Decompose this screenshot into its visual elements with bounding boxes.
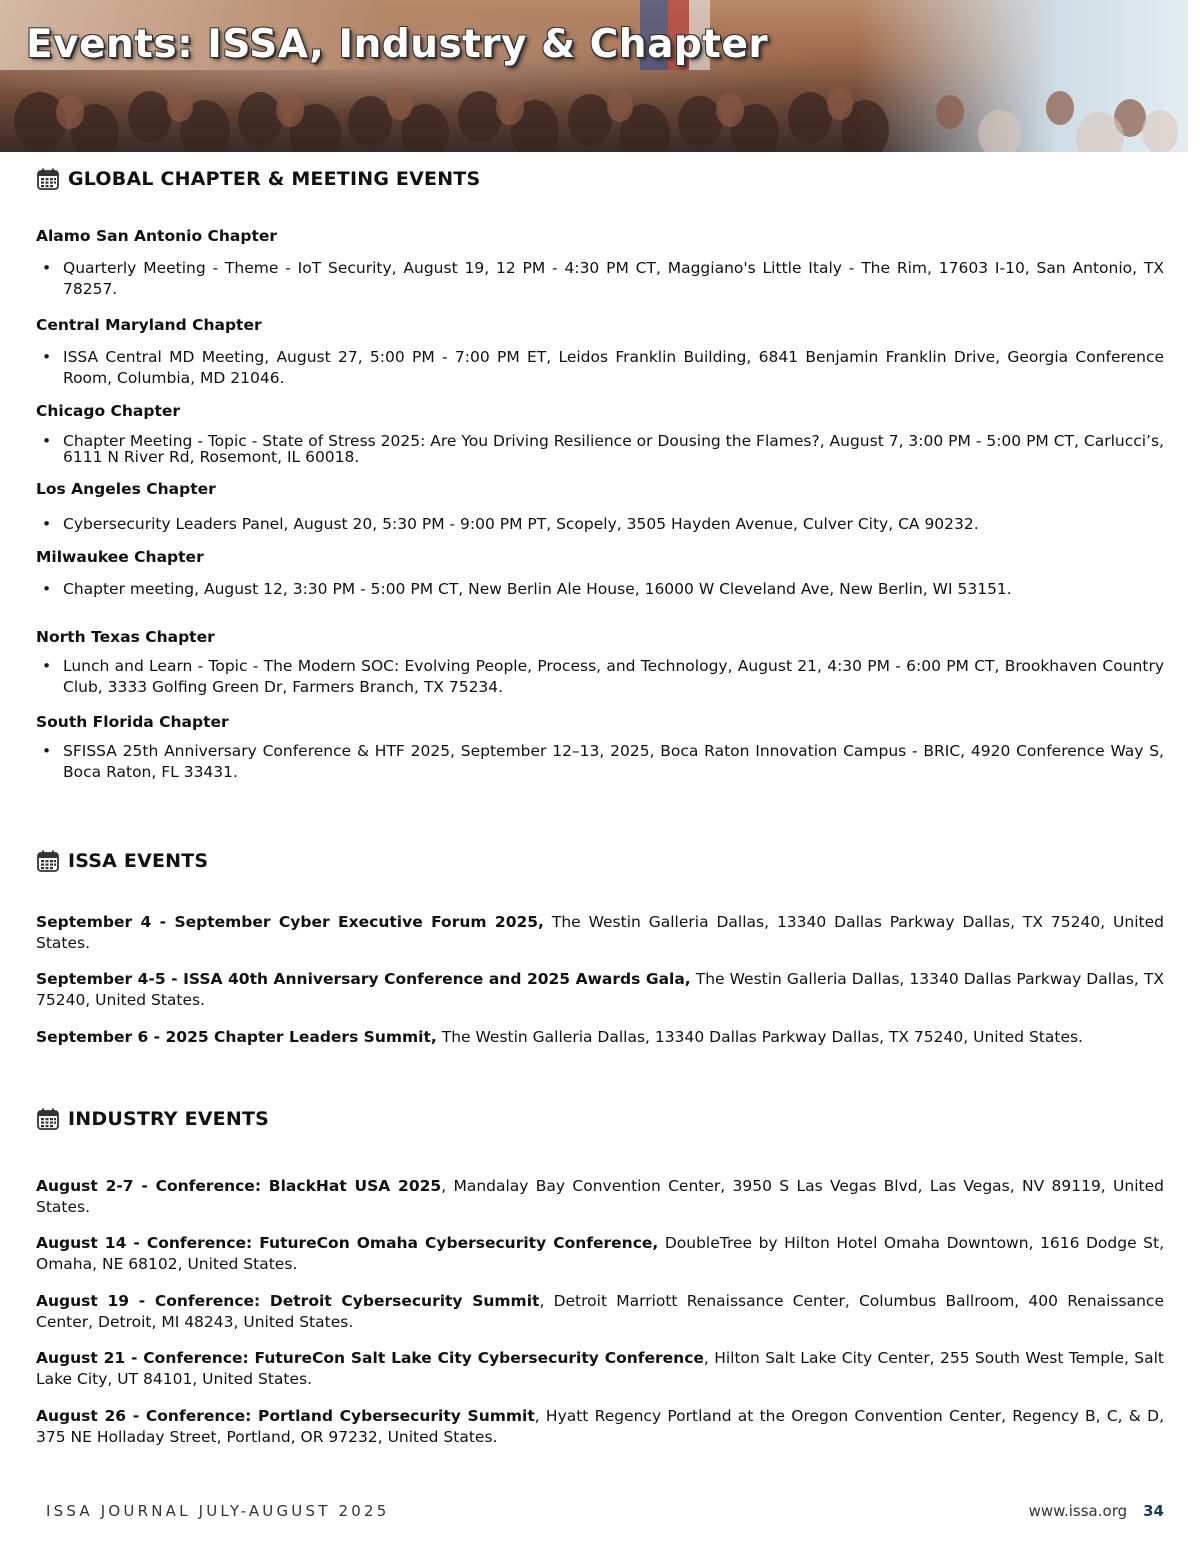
footer-right <box>1029 1502 1164 1520</box>
event-title: September 4 - September Cyber Executive Forum 2025, <box>36 913 544 931</box>
chapter-event-item: • Lunch and Learn - Topic - The Modern SOC: Evolving People, Process, and Technology, August 21, 4:30 PM - 6:00 PM CT, Brookhaven Country Club, 3333 Golfing Green Dr, Farmers Branch, TX 75234. <box>42 656 1164 698</box>
chapter-event-item: • Chapter meeting, August 12, 3:30 PM - 5:00 PM CT, New Berlin Ale House, 16000 W Cleveland Ave, New Berlin, WI 53151. <box>42 579 1164 600</box>
issa-section-heading <box>36 849 208 873</box>
event-title: August 2-7 - Conference: BlackHat USA 2025 <box>36 1177 442 1195</box>
event-title: August 14 - Conference: FutureCon Omaha Cybersecurity Conference, <box>36 1234 659 1252</box>
event-title: September 6 - 2025 Chapter Leaders Summit, <box>36 1028 437 1046</box>
chapter-name: Chicago Chapter <box>36 402 181 420</box>
chapter-event-item: • Quarterly Meeting - Theme - IoT Security, August 19, 12 PM - 4:30 PM CT, Maggiano's Little Italy - The Rim, 17603 I-10, San Antonio, TX 78257. <box>42 258 1164 300</box>
footer-journal-title: ISSA JOURNAL JULY-AUGUST 2025 <box>46 1502 390 1520</box>
event-detail: , Hilton Salt Lake City Center, 255 South West Temple, Salt Lake City, UT 84101, United States. <box>36 1349 1164 1388</box>
chapter-name: Alamo San Antonio Chapter <box>36 227 278 245</box>
chapter-event-item: • Chapter Meeting - Topic - State of Stress 2025: Are You Driving Resilience or Dousing the Flames?, August 7, 3:00 PM - 5:00 PM CT, Carlucci’s, 6111 N River Rd, Rosemont, IL 60018. <box>42 433 1164 465</box>
chapter-name: Central Maryland Chapter <box>36 316 262 334</box>
industry-event-item <box>36 1406 1164 1448</box>
chapter-name: Los Angeles Chapter <box>36 480 216 498</box>
industry-event-item <box>36 1348 1164 1390</box>
event-detail: , Detroit Marriott Renaissance Center, Columbus Ballroom, 400 Renaissance Center, Detroit, MI 48243, United States. <box>36 1292 1164 1331</box>
industry-section-heading <box>36 1107 269 1131</box>
event-title: August 21 - Conference: FutureCon Salt Lake City Cybersecurity Conference <box>36 1349 704 1367</box>
event-title: September 4-5 - ISSA 40th Anniversary Conference and 2025 Awards Gala, <box>36 970 691 988</box>
calendar-icon <box>36 849 60 873</box>
chapter-name: Milwaukee Chapter <box>36 548 204 566</box>
industry-event-item <box>36 1291 1164 1333</box>
website-link[interactable]: www.issa.org <box>1028 1502 1128 1520</box>
calendar-icon <box>36 167 60 191</box>
audience-crowd-image <box>0 62 1188 152</box>
chapter-event-item: • ISSA Central MD Meeting, August 27, 5:00 PM - 7:00 PM ET, Leidos Franklin Building, 6841 Benjamin Franklin Drive, Georgia Conference Room, Columbia, MD 21046. <box>42 347 1164 389</box>
issa-event-item <box>36 969 1164 1011</box>
issa-event-item <box>36 912 1164 954</box>
global-section-heading <box>36 167 480 191</box>
event-detail: DoubleTree by Hilton Hotel Omaha Downtown, 1616 Dodge St, Omaha, NE 68102, United States. <box>36 1234 1165 1273</box>
event-detail: The Westin Galleria Dallas, 13340 Dallas Parkway Dallas, TX 75240, United States. <box>36 913 1164 952</box>
event-detail: , Mandalay Bay Convention Center, 3950 S Las Vegas Blvd, Las Vegas, NV 89119, United States. <box>36 1177 1164 1216</box>
page-title: Events: ISSA, Industry & Chapter <box>26 22 769 67</box>
chapter-name: North Texas Chapter <box>36 628 215 646</box>
industry-section-title: INDUSTRY EVENTS <box>68 1108 269 1130</box>
industry-event-item <box>36 1233 1164 1275</box>
chapter-name: South Florida Chapter <box>36 713 229 731</box>
event-detail: , Hyatt Regency Portland at the Oregon Convention Center, Regency B, C, & D, 375 NE Holladay Street, Portland, OR 97232, United States. <box>36 1407 1164 1446</box>
event-title: August 26 - Conference: Portland Cybersecurity Summit <box>36 1407 535 1425</box>
calendar-icon <box>36 1107 60 1131</box>
event-title: August 19 - Conference: Detroit Cybersecurity Summit <box>36 1292 540 1310</box>
issa-section-title: ISSA EVENTS <box>68 850 209 872</box>
header-banner <box>0 0 1188 152</box>
global-section-title: GLOBAL CHAPTER & MEETING EVENTS <box>68 168 481 190</box>
page-number: 34 <box>1143 1502 1164 1520</box>
chapter-event-item: • Cybersecurity Leaders Panel, August 20, 5:30 PM - 9:00 PM PT, Scopely, 3505 Hayden Avenue, Culver City, CA 90232. <box>42 514 1164 535</box>
industry-event-item <box>36 1176 1164 1218</box>
issa-event-item <box>36 1027 1164 1048</box>
event-detail: The Westin Galleria Dallas, 13340 Dallas Parkway Dallas, TX 75240, United States. <box>436 1028 1083 1046</box>
chapter-event-item: • SFISSA 25th Anniversary Conference & HTF 2025, September 12–13, 2025, Boca Raton Innovation Campus - BRIC, 4920 Conference Way S, Boca Raton, FL 33431. <box>42 741 1164 783</box>
event-detail: The Westin Galleria Dallas, 13340 Dallas Parkway Dallas, TX 75240, United States. <box>36 970 1164 1009</box>
